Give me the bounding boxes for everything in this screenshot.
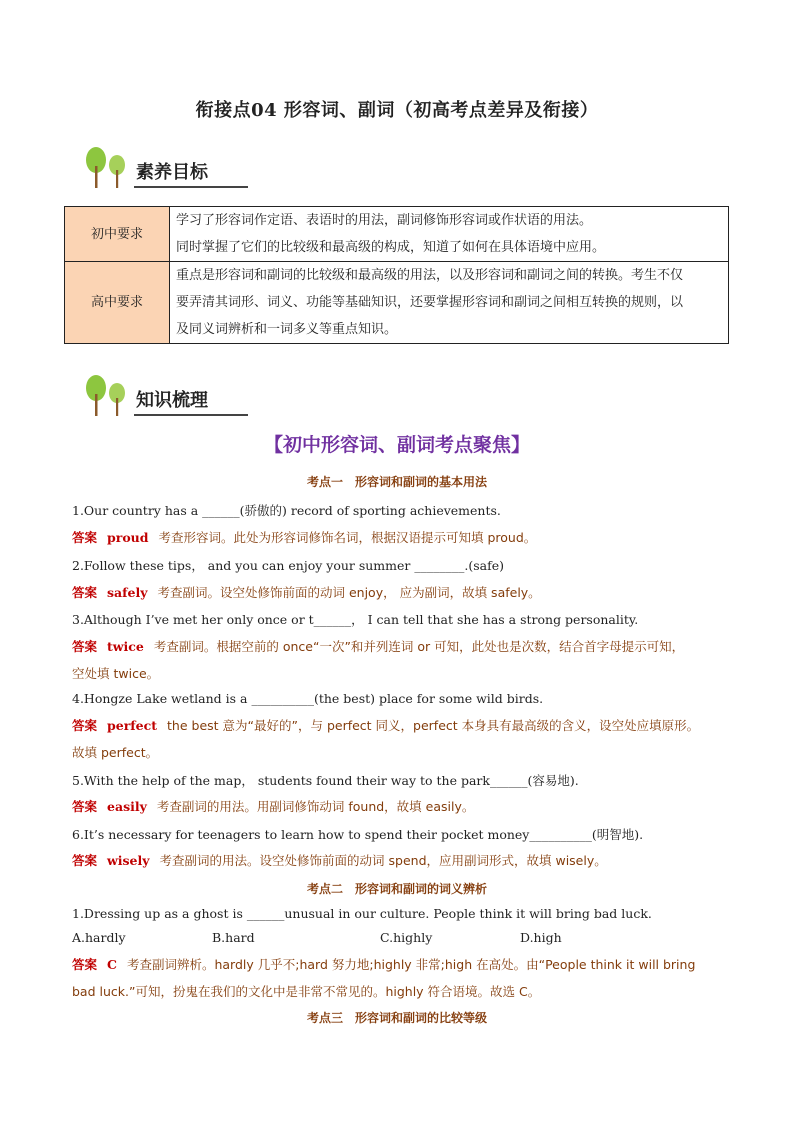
question-text: 1.Our country has a ______(骄傲的) record of sporting achievements. [72, 503, 501, 518]
answer-explanation: 考查副词。根据空前的 once“一次”和并列连词 or 可知，此处也是次数，结合首字母提示可知， [153, 639, 685, 654]
answer-line [72, 637, 732, 655]
option-b: B.hard [212, 930, 255, 945]
answer-explanation: the best 意为“最好的”，与 perfect 同义，perfect 本身具有最高级的含义，设空处应填原形。 [167, 718, 700, 733]
focus-title: 【初中形容词、副词考点聚焦】 [263, 434, 530, 456]
answer-explanation: 故填 perfect。 [72, 745, 159, 760]
option-d: D.high [520, 930, 562, 945]
row-label-junior: 初中要求 [65, 207, 170, 262]
answer-explanation: 空处填 twice。 [72, 666, 160, 681]
answer-line-cont [72, 664, 732, 682]
question-text: 3.Although I’ve met her only once or t______， I can tell that she has a strong personality. [72, 612, 639, 627]
page-title: 衔接点04 形容词、副词（初高考点差异及衔接） [195, 100, 599, 121]
answer-explanation: 考查副词辨析。hardly 几乎不;hard 努力地;highly 非常;high 在高处。由“People think it will bring [126, 957, 696, 972]
answer-tag: 答案 [72, 530, 98, 545]
section-header-goals [78, 146, 248, 190]
question-text: 4.Hongze Lake wetland is a __________(the best) place for some wild birds. [72, 691, 544, 706]
answer-line-cont [72, 743, 732, 761]
tree-icon [80, 146, 136, 190]
divider [134, 414, 248, 416]
answer-explanation: 考查形容词。此处为形容词修饰名词，根据汉语提示可知填 proud。 [158, 530, 537, 545]
option-c: C.highly [380, 930, 433, 945]
answer-word: C [107, 957, 117, 972]
answer-tag: 答案 [72, 585, 98, 600]
topic-heading: 考点二 形容词和副词的词义辨析 [306, 882, 487, 896]
divider [134, 186, 248, 188]
answer-line-cont [72, 982, 732, 1000]
answer-explanation: 考查副词。设空处修饰前面的动词 enjoy， 应为副词，故填 safely。 [157, 585, 541, 600]
answer-line [72, 583, 732, 601]
option-a: A.hardly [72, 930, 126, 945]
table-row [65, 262, 729, 344]
text-line: 及同义词辨析和一词多义等重点知识。 [176, 322, 398, 337]
answer-tag: 答案 [72, 718, 98, 733]
section-label-goals: 素养目标 [136, 162, 208, 183]
row-content-senior [170, 262, 729, 344]
topic-heading: 考点三 形容词和副词的比较等级 [306, 1011, 487, 1025]
table-row [65, 207, 729, 262]
answer-tag: 答案 [72, 799, 98, 814]
row-content-junior [170, 207, 729, 262]
text-line: 同时掌握了它们的比较级和最高级的构成，知道了如何在具体语境中应用。 [176, 240, 606, 255]
answer-line [72, 797, 732, 815]
requirements-table [64, 206, 729, 344]
text-line: 重点是形容词和副词的比较级和最高级的用法，以及形容词和副词之间的转换。考生不仅 [176, 268, 684, 283]
question-text: 1.Dressing up as a ghost is ______unusual in our culture. People think it will bring bad luck. [72, 906, 652, 921]
answer-explanation: 考查副词的用法。设空处修饰前面的动词 spend，应用副词形式，故填 wisely。 [159, 853, 607, 868]
answer-word: proud [107, 530, 149, 545]
answer-tag: 答案 [72, 639, 98, 654]
question-text: 2.Follow these tips， and you can enjoy your summer ________.(safe) [72, 558, 504, 573]
answer-tag: 答案 [72, 957, 98, 972]
answer-word: easily [107, 799, 147, 814]
answer-explanation: 考查副词的用法。用副词修饰动词 found，故填 easily。 [156, 799, 475, 814]
answer-line [72, 528, 732, 546]
question-text: 6.It’s necessary for teenagers to learn how to spend their pocket money__________(明智地). [72, 827, 644, 842]
answer-word: twice [107, 639, 144, 654]
answer-word: perfect [107, 718, 158, 733]
tree-icon [80, 374, 136, 418]
topic-heading: 考点一 形容词和副词的基本用法 [306, 475, 487, 489]
section-header-knowledge [78, 374, 248, 418]
answer-word: safely [107, 585, 148, 600]
row-label-senior: 高中要求 [65, 262, 170, 344]
answer-word: wisely [107, 853, 150, 868]
text-line: 要弄清其词形、词义、功能等基础知识，还要掌握形容词和副词之间相互转换的规则，以 [176, 295, 684, 310]
answer-line [72, 716, 732, 734]
question-text: 5.With the help of the map， students found their way to the park______(容易地). [72, 773, 579, 788]
answer-line [72, 851, 732, 869]
answer-tag: 答案 [72, 853, 98, 868]
section-label-knowledge: 知识梳理 [136, 390, 208, 411]
answer-line [72, 955, 732, 973]
answer-explanation: bad luck.”可知，扮鬼在我们的文化中是非常不常见的。highly 符合语境。故选 C。 [72, 984, 541, 999]
text-line: 学习了形容词作定语、表语时的用法，副词修饰形容词或作状语的用法。 [176, 213, 593, 228]
